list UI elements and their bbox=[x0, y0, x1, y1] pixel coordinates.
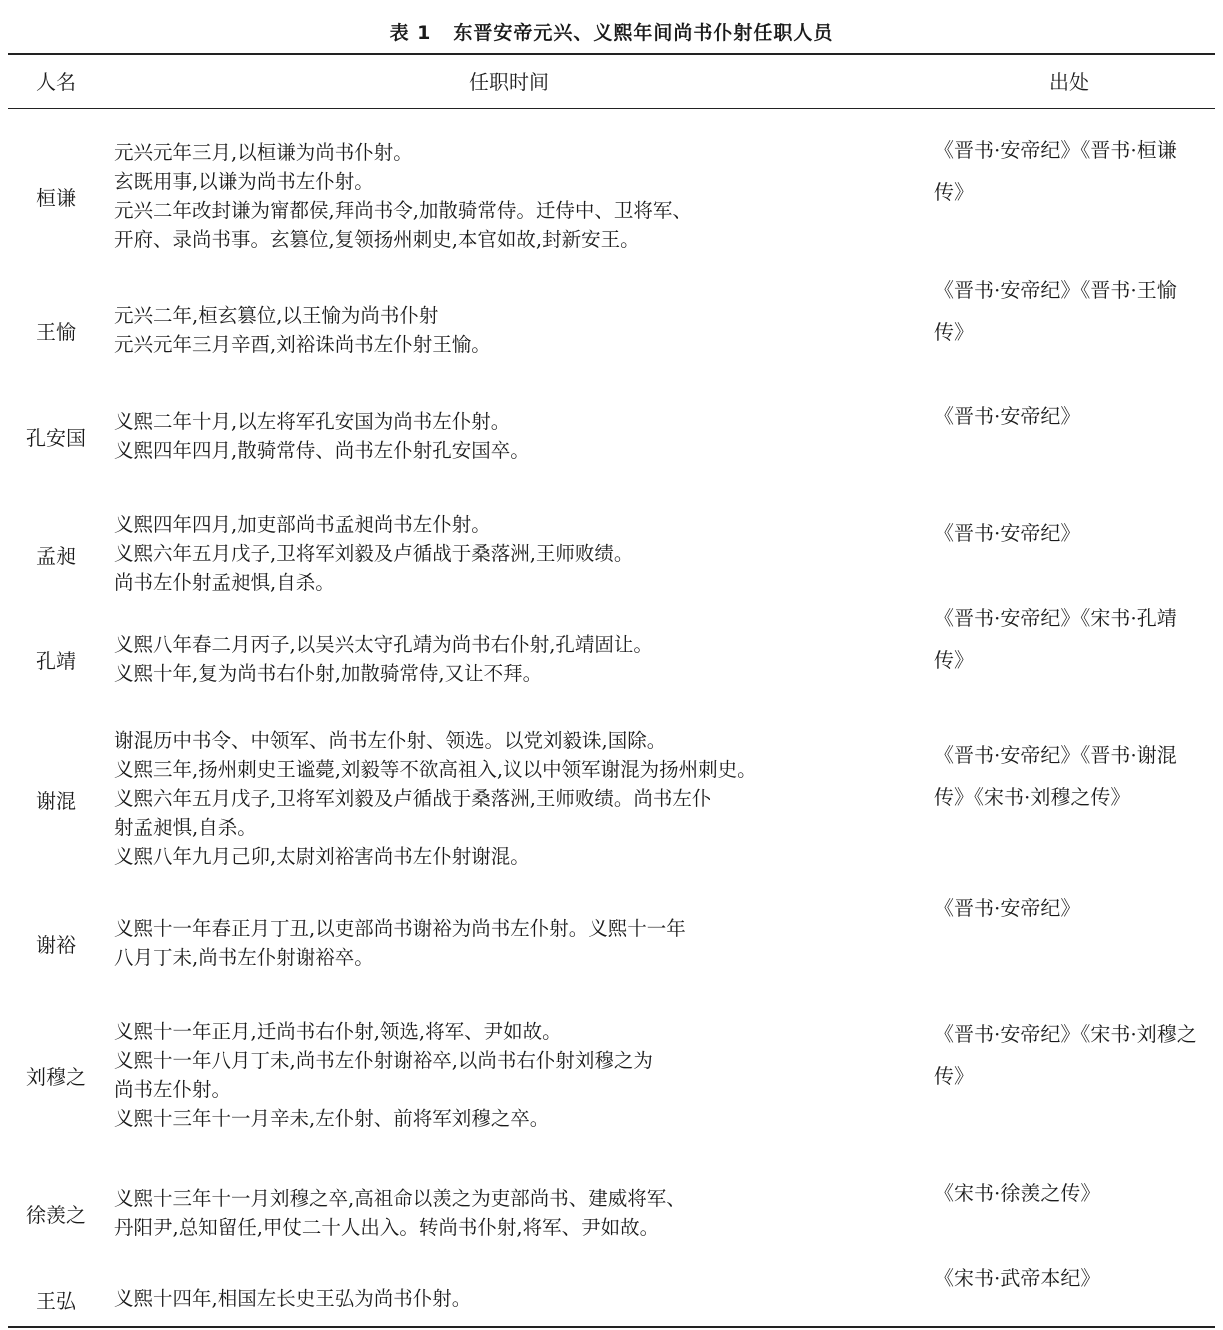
tenure-cell bbox=[114, 1184, 924, 1242]
tenure-line: 谢混历中书令、中领军、尚书左仆射、领选。以党刘毅诛,国除。 bbox=[114, 729, 667, 752]
tenure-cell bbox=[114, 630, 924, 688]
person-name: 孟昶 bbox=[36, 543, 76, 568]
tenure-line: 义熙十三年十一月刘穆之卒,高祖命以羡之为吏部尚书、建威将军、 bbox=[114, 1187, 686, 1210]
source-cell: 《晋书·安帝纪》 bbox=[934, 521, 1081, 545]
tenure-line: 元兴元年三月,以桓谦为尚书仆射。 bbox=[114, 141, 413, 164]
table-number: 表 1 bbox=[389, 22, 432, 44]
person-name: 孔靖 bbox=[36, 649, 76, 673]
tenure-line: 元兴元年三月辛酉,刘裕诛尚书左仆射王愉。 bbox=[114, 333, 491, 356]
person-name: 刘穆之 bbox=[26, 1065, 86, 1089]
tenure-line: 义熙六年五月戊子,卫将军刘毅及卢循战于桑落洲,王师败绩。 bbox=[114, 542, 634, 565]
tenure-cell bbox=[114, 510, 924, 597]
person-name: 王弘 bbox=[36, 1288, 76, 1313]
source-cell: 《晋书·安帝纪》《宋书·刘穆之传》 bbox=[934, 1022, 1197, 1088]
header-source: 出处 bbox=[1049, 70, 1089, 94]
tenure-line: 义熙十一年八月丁未,尚书左仆射谢裕卒,以尚书右仆射刘穆之为 bbox=[114, 1049, 653, 1072]
tenure-line: 八月丁未,尚书左仆射谢裕卒。 bbox=[114, 946, 374, 969]
tenure-cell bbox=[114, 407, 924, 465]
tenure-cell bbox=[114, 726, 924, 871]
person-name: 王愉 bbox=[36, 320, 76, 344]
tenure-cell bbox=[114, 138, 924, 254]
source-cell: 《晋书·安帝纪》《晋书·桓谦传》 bbox=[934, 138, 1177, 204]
tenure-line: 义熙三年,扬州刺史王谧薨,刘毅等不欲高祖入,议以中领军谢混为扬州刺史。 bbox=[114, 758, 757, 781]
tenure-line: 开府、录尚书事。玄篡位,复领扬州刺史,本官如故,封新安王。 bbox=[114, 228, 640, 251]
source-cell: 《宋书·武帝本纪》 bbox=[934, 1266, 1101, 1290]
tenure-line: 义熙二年十月,以左将军孔安国为尚书左仆射。 bbox=[114, 410, 511, 433]
header-time: 任职时间 bbox=[469, 70, 549, 94]
top-rule bbox=[8, 53, 1215, 55]
source-cell: 《晋书·安帝纪》《宋书·孔靖传》 bbox=[934, 606, 1177, 672]
tenure-line: 义熙十一年正月,迁尚书右仆射,领选,将军、尹如故。 bbox=[114, 1020, 562, 1043]
tenure-line: 义熙八年春二月丙子,以吴兴太守孔靖为尚书右仆射,孔靖固让。 bbox=[114, 633, 653, 656]
person-name: 谢混 bbox=[36, 788, 76, 813]
header-name: 人名 bbox=[36, 70, 76, 94]
tenure-line: 义熙八年九月己卯,太尉刘裕害尚书左仆射谢混。 bbox=[114, 845, 530, 868]
person-name: 孔安国 bbox=[26, 426, 86, 450]
tenure-line: 义熙十三年十一月辛未,左仆射、前将军刘穆之卒。 bbox=[114, 1107, 550, 1130]
tenure-line: 玄既用事,以谦为尚书左仆射。 bbox=[114, 170, 374, 193]
tenure-line: 义熙十年,复为尚书右仆射,加散骑常侍,又让不拜。 bbox=[114, 662, 543, 685]
tenure-line: 尚书左仆射孟昶惧,自杀。 bbox=[114, 571, 335, 594]
source-cell: 《晋书·安帝纪》 bbox=[934, 404, 1081, 428]
tenure-line: 尚书左仆射。 bbox=[114, 1078, 232, 1101]
header-rule bbox=[8, 108, 1215, 109]
tenure-cell bbox=[114, 301, 924, 359]
person-name: 谢裕 bbox=[36, 933, 76, 957]
tenure-line: 元兴二年改封谦为甯都侯,拜尚书令,加散骑常侍。迁侍中、卫将军、 bbox=[114, 199, 692, 222]
person-name: 徐羡之 bbox=[26, 1203, 86, 1227]
table-caption bbox=[0, 18, 1223, 45]
tenure-line: 义熙十一年春正月丁丑,以吏部尚书谢裕为尚书左仆射。义熙十一年 bbox=[114, 917, 686, 940]
tenure-line: 射孟昶惧,自杀。 bbox=[114, 816, 257, 839]
source-cell: 《晋书·安帝纪》《晋书·王愉传》 bbox=[934, 278, 1177, 344]
tenure-cell bbox=[114, 1284, 924, 1313]
tenure-line: 义熙四年四月,散骑常侍、尚书左仆射孔安国卒。 bbox=[114, 439, 530, 462]
tenure-line: 义熙四年四月,加吏部尚书孟昶尚书左仆射。 bbox=[114, 513, 491, 536]
source-cell: 《晋书·安帝纪》 bbox=[934, 896, 1081, 920]
tenure-line: 义熙六年五月戊子,卫将军刘毅及卢循战于桑落洲,王师败绩。尚书左仆 bbox=[114, 787, 712, 810]
tenure-cell bbox=[114, 1017, 924, 1133]
person-name: 桓谦 bbox=[36, 186, 76, 210]
source-cell: 《宋书·徐羡之传》 bbox=[934, 1181, 1101, 1205]
bottom-rule bbox=[8, 1326, 1215, 1328]
table-title: 东晋安帝元兴、义熙年间尚书仆射任职人员 bbox=[453, 22, 834, 44]
tenure-line: 丹阳尹,总知留任,甲仗二十人出入。转尚书仆射,将军、尹如故。 bbox=[114, 1216, 660, 1239]
source-cell: 《晋书·安帝纪》《晋书·谢混传》《宋书·刘穆之传》 bbox=[934, 743, 1177, 809]
tenure-cell bbox=[114, 914, 924, 972]
tenure-line: 元兴二年,桓玄篡位,以王愉为尚书仆射 bbox=[114, 304, 439, 327]
tenure-line: 义熙十四年,相国左长史王弘为尚书仆射。 bbox=[114, 1287, 472, 1310]
